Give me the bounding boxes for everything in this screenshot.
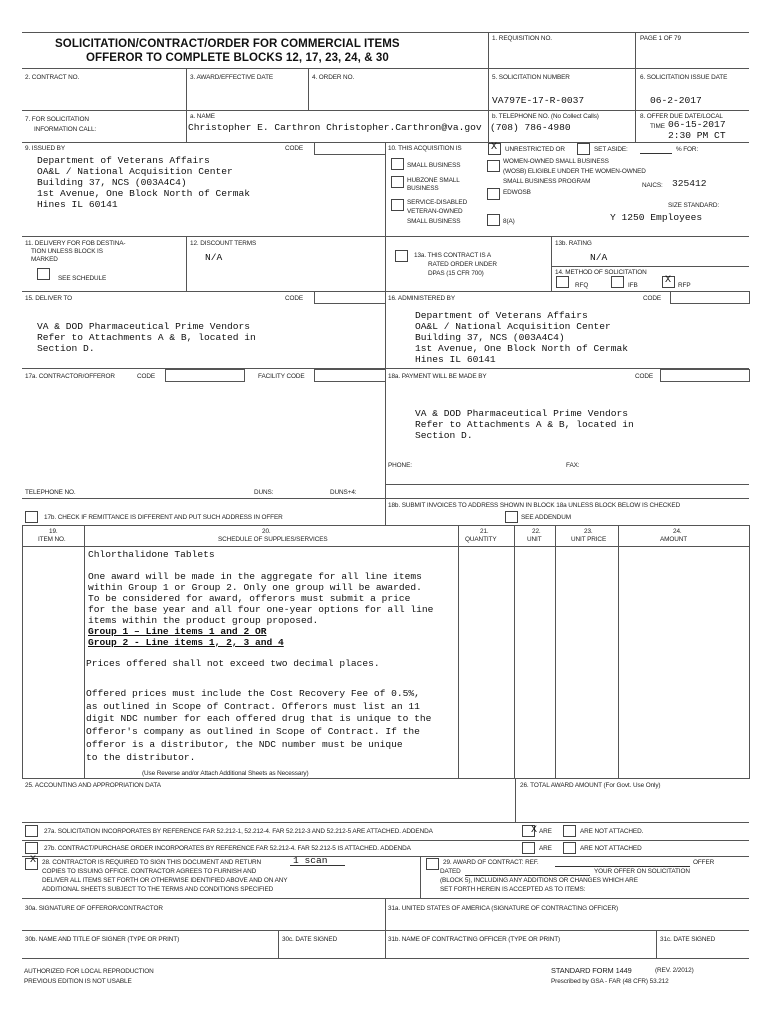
- cost-recovery-line: digit NDC number for each offered drug that is unique to the: [86, 713, 432, 724]
- footer-revision: (REV. 2/2012): [655, 967, 694, 974]
- sdvosb-label: SMALL BUSINESS: [407, 218, 461, 225]
- form-title-line2: OFFEROR TO COMPLETE BLOCKS 12, 17, 23, 24, & 30: [86, 52, 389, 64]
- deliver-to-line: Refer to Attachments A & B, located in: [37, 332, 256, 343]
- discount-terms-label: 12. DISCOUNT TERMS: [190, 240, 257, 247]
- edwosb-checkbox[interactable]: [487, 188, 500, 200]
- signature-officer-label: 31a. UNITED STATES OF AMERICA (SIGNATURE OF CONTRACTING OFFICER): [388, 905, 619, 912]
- cost-recovery-line: Offeror's company as outlined in Scope of Contract. If the: [86, 726, 420, 737]
- footer-previous: PREVIOUS EDITION IS NOT USABLE: [24, 978, 132, 985]
- col-schedule-num: 20.: [262, 528, 271, 535]
- group-2-line: Group 2 - Line items 1, 2, 3 and 4: [88, 637, 284, 648]
- size-standard-label: SIZE STANDARD:: [668, 202, 720, 209]
- hubzone-checkbox[interactable]: [391, 176, 404, 188]
- offer-due-time: 2:30 PM CT: [668, 130, 726, 141]
- footer-form-number: STANDARD FORM 1449: [551, 966, 632, 975]
- duns-label: DUNS:: [254, 489, 274, 496]
- 27b-are-not-checkbox[interactable]: [563, 842, 576, 854]
- contract-no-label: 2. CONTRACT NO.: [25, 74, 80, 81]
- signature-offeror-label: 30a. SIGNATURE OF OFFEROR/CONTRACTOR: [25, 905, 163, 912]
- order-no-label: 4. ORDER NO.: [312, 74, 355, 81]
- ifb-label: IFB: [628, 282, 638, 289]
- delivery-fob-label: TION UNLESS BLOCK IS: [31, 248, 103, 255]
- payment-line: Refer to Attachments A & B, located in: [415, 419, 634, 430]
- col-price-num: 23.: [584, 528, 593, 535]
- administered-by-label: 16. ADMINISTERED BY: [388, 295, 455, 302]
- address-line: OA&L / National Acquisition Center: [37, 166, 233, 177]
- deliver-to-code-box[interactable]: [314, 291, 386, 304]
- address-line: Department of Veterans Affairs: [37, 155, 210, 166]
- col-qty-label: QUANTITY: [465, 536, 497, 543]
- 27b-are-label: ARE: [539, 845, 552, 852]
- payment-line: Section D.: [415, 430, 473, 441]
- rfp-label: RFP: [678, 282, 691, 289]
- 27a-are-label: ARE: [539, 828, 552, 835]
- edwosb-label: EDWOSB: [503, 189, 531, 196]
- 8a-checkbox[interactable]: [487, 214, 500, 226]
- award-paragraph-line: for the base year and all four one-year options for all line: [88, 604, 434, 615]
- address-line: 1st Avenue, One Block North of Cermak: [37, 188, 251, 199]
- wosb-label: WOMEN-OWNED SMALL BUSINESS: [503, 158, 609, 165]
- deliver-to-label: 15. DELIVER TO: [25, 295, 73, 302]
- 27a-checkbox[interactable]: [25, 825, 38, 837]
- price-decimal-note: Prices offered shall not exceed two decimal places.: [86, 658, 380, 669]
- product-name: Chlorthalidone Tablets: [88, 549, 215, 560]
- 28-check-icon: X: [30, 855, 37, 866]
- hubzone-label: BUSINESS: [407, 185, 439, 192]
- col-schedule-label: SCHEDULE OF SUPPLIES/SERVICES: [218, 536, 328, 543]
- 27b-are-not-label: ARE NOT ATTACHED: [580, 845, 642, 852]
- administered-code-box[interactable]: [670, 291, 750, 304]
- rated-order-label: RATED ORDER UNDER: [428, 261, 497, 268]
- 28-label-line3: DELIVER ALL ITEMS SET FORTH OR OTHERWISE IDENTIFIED ABOVE AND ON ANY: [42, 877, 288, 884]
- total-award-label: 26. TOTAL AWARD AMOUNT (For Govt. Use Only): [520, 782, 661, 789]
- rated-order-checkbox[interactable]: [395, 250, 408, 262]
- rfq-label: RFQ: [575, 282, 589, 289]
- rfq-checkbox[interactable]: [556, 276, 569, 288]
- fax-label: FAX:: [566, 462, 580, 469]
- contact-name-label: a. NAME: [190, 113, 215, 120]
- page-label: PAGE 1 OF 79: [640, 35, 681, 42]
- cost-recovery-line: to the distributor.: [86, 752, 196, 763]
- rated-order-label: DPAS (15 CFR 700): [428, 270, 484, 277]
- award-paragraph-line: items within the product group proposed.: [88, 615, 319, 626]
- col-price-label: UNIT PRICE: [571, 536, 607, 543]
- reverse-note: (Use Reverse and/or Attach Additional Sheets as Necessary): [142, 770, 309, 777]
- 29-offer-label: OFFER: [693, 859, 715, 866]
- naics-code: 325412: [672, 178, 707, 189]
- wosb-label: SMALL BUSINESS PROGRAM: [503, 178, 591, 185]
- info-call-label-1: 7. FOR SOLICITATION: [25, 116, 89, 123]
- form-title-line1: SOLICITATION/CONTRACT/ORDER FOR COMMERCIAL ITEMS: [55, 38, 400, 50]
- delivery-fob-label: MARKED: [31, 256, 58, 263]
- contact-name: Christopher E. Carthron Christopher.Carthron@va.gov: [188, 122, 482, 133]
- solicitation-number-label: 5. SOLICITATION NUMBER: [492, 74, 570, 81]
- small-business-checkbox[interactable]: [391, 158, 404, 170]
- administered-line: 1st Avenue, One Block North of Cermak: [415, 343, 629, 354]
- administered-line: Hines IL 60141: [415, 354, 496, 365]
- set-aside-label: SET ASIDE:: [594, 146, 628, 153]
- remittance-label: 17b. CHECK IF REMITTANCE IS DIFFERENT AND PUT SUCH ADDRESS IN OFFER: [44, 514, 283, 521]
- cost-recovery-line: as outlined in Scope of Contract. Offerors must list an 11: [86, 701, 420, 712]
- award-paragraph-line: One award will be made in the aggregate for all line items: [88, 571, 422, 582]
- 29-label-line1: 29. AWARD OF CONTRACT: REF.: [443, 859, 539, 866]
- size-standard: Y 1250 Employees: [610, 212, 703, 223]
- hubzone-label: HUBZONE SMALL: [407, 177, 460, 184]
- contractor-code-label: CODE: [137, 373, 156, 380]
- accounting-label: 25. ACCOUNTING AND APPROPRIATION DATA: [25, 782, 161, 789]
- see-addendum-checkbox[interactable]: [505, 511, 518, 523]
- col-item-label: ITEM NO.: [38, 536, 66, 543]
- address-line: Hines IL 60141: [37, 199, 118, 210]
- unrestricted-check-icon: X: [491, 142, 498, 153]
- facility-code-box[interactable]: [314, 369, 386, 382]
- 29-checkbox[interactable]: [426, 858, 439, 870]
- footer-authorized: AUTHORIZED FOR LOCAL REPRODUCTION: [24, 968, 154, 975]
- offer-due-date: 06-15-2017: [668, 119, 726, 130]
- issued-by-code-label: CODE: [285, 145, 304, 152]
- telephone-label: b. TELEPHONE NO. (No Collect Calls): [492, 113, 599, 120]
- administered-line: Building 37, NCS (003A4C4): [415, 332, 565, 343]
- set-aside-checkbox[interactable]: [577, 143, 590, 155]
- wosb-label: (WOSB) ELIGIBLE UNDER THE WOMEN-OWNED: [503, 168, 646, 175]
- administered-line: Department of Veterans Affairs: [415, 310, 588, 321]
- officer-name-label: 31b. NAME OF CONTRACTING OFFICER (TYPE OR PRINT): [388, 936, 561, 943]
- 29-your-offer-label: YOUR OFFER ON SOLICITATION: [594, 868, 690, 875]
- issue-date-label: 6. SOLICITATION ISSUE DATE: [640, 74, 728, 81]
- sdvosb-checkbox[interactable]: [391, 199, 404, 211]
- rating-label: 13b. RATING: [555, 240, 592, 247]
- discount-terms: N/A: [205, 252, 223, 263]
- administered-line: OA&L / National Acquisition Center: [415, 321, 611, 332]
- rating: N/A: [590, 252, 608, 263]
- 27a-label: 27a. SOLICITATION INCORPORATES BY REFERENCE FAR 52.212-1, 52.212-4. FAR 52.212-3 AND 52.212-5 ARE ATTACHED. ADDENDA: [44, 828, 433, 835]
- 27a-are-not-label: ARE NOT ATTACHED.: [580, 828, 644, 835]
- requisition-label: 1. REQUISITION NO.: [492, 35, 552, 42]
- telephone-no-label: TELEPHONE NO.: [25, 489, 76, 496]
- 27a-check-icon: X: [531, 825, 538, 836]
- signer-date-label: 30c. DATE SIGNED: [282, 936, 338, 943]
- footer-prescribed: Prescribed by GSA - FAR (48 CFR) 53.212: [551, 978, 669, 985]
- telephone: (708) 786-4980: [490, 122, 571, 133]
- issued-by-code-box[interactable]: [314, 142, 386, 155]
- deliver-to-line: Section D.: [37, 343, 95, 354]
- col-unit-num: 22.: [532, 528, 541, 535]
- administered-code-label: CODE: [643, 295, 662, 302]
- 8a-label: 8(A): [503, 218, 515, 225]
- col-qty-num: 21.: [480, 528, 489, 535]
- col-amount-label: AMOUNT: [660, 536, 688, 543]
- 29-label-line4: SET FORTH HEREIN IS ACCEPTED AS TO ITEMS:: [440, 886, 586, 893]
- rated-order-label: 13a. THIS CONTRACT IS A: [414, 252, 492, 259]
- facility-code-label: FACILITY CODE: [258, 373, 305, 380]
- payment-code-box[interactable]: [660, 369, 750, 382]
- 27b-label: 27b. CONTRACT/PURCHASE ORDER INCORPORATES BY REFERENCE FAR 52.212-4. FAR 52.212-5 IS ATTACHED. ADDENDA: [44, 845, 411, 852]
- solicitation-number: VA797E-17-R-0037: [492, 95, 585, 106]
- 28-copies: 1 scan: [293, 855, 328, 866]
- address-line: Building 37, NCS (003A4C4): [37, 177, 187, 188]
- remittance-checkbox[interactable]: [25, 511, 38, 523]
- small-business-label: SMALL BUSINESS: [407, 162, 461, 169]
- award-date-label: 3. AWARD/EFFECTIVE DATE: [190, 74, 274, 81]
- method-label: 14. METHOD OF SOLICITATION: [555, 269, 647, 276]
- 28-label-line4: ADDITIONAL SHEETS SUBJECT TO THE TERMS AND CONDITIONS SPECIFIED: [42, 886, 274, 893]
- wosb-checkbox[interactable]: [487, 160, 500, 172]
- cost-recovery-line: offeror is a distributor, the NDC number must be unique: [86, 739, 403, 750]
- col-amount-num: 24.: [673, 528, 682, 535]
- sdvosb-label: SERVICE-DISABLED: [407, 199, 468, 206]
- 27b-are-checkbox[interactable]: [522, 842, 535, 854]
- 28-label-line2: COPIES TO ISSUING OFFICE. CONTRACTOR AGREES TO FURNISH AND: [42, 868, 257, 875]
- rfp-check-icon: X: [665, 275, 672, 286]
- officer-date-label: 31c. DATE SIGNED: [660, 936, 716, 943]
- issue-date: 06-2-2017: [650, 95, 702, 106]
- naics-label: NAICS:: [642, 182, 663, 189]
- signer-name-label: 30b. NAME AND TITLE OF SIGNER (TYPE OR PRINT): [25, 936, 180, 943]
- see-schedule-checkbox[interactable]: [37, 268, 50, 280]
- ifb-checkbox[interactable]: [611, 276, 624, 288]
- col-item-num: 19.: [49, 528, 58, 535]
- 29-label-line3: (BLOCK 5), INCLUDING ANY ADDITIONS OR CHANGES WHICH ARE: [440, 877, 638, 884]
- 29-dated-label: DATED: [440, 868, 461, 875]
- 27b-checkbox[interactable]: [25, 842, 38, 854]
- phone-label: PHONE:: [388, 462, 412, 469]
- payment-code-label: CODE: [635, 373, 654, 380]
- see-addendum-label: SEE ADDENDUM: [521, 514, 571, 521]
- contractor-label: 17a. CONTRACTOR/OFFEROR: [25, 373, 115, 380]
- unrestricted-label: UNRESTRICTED OR: [505, 146, 565, 153]
- contractor-code-box[interactable]: [165, 369, 245, 382]
- col-unit-label: UNIT: [527, 536, 542, 543]
- issued-by-label: 9. ISSUED BY: [25, 145, 65, 152]
- group-1-line: Group 1 – Line items 1 and 2 OR: [88, 626, 267, 637]
- award-paragraph-line: within Group 1 or Group 2. Only one group will be awarded.: [88, 582, 422, 593]
- acquisition-label: 10. THIS ACQUISITION IS: [388, 145, 462, 152]
- sdvosb-label: VETERAN-OWNED: [407, 208, 463, 215]
- deliver-to-line: VA & DOD Pharmaceutical Prime Vendors: [37, 321, 251, 332]
- cost-recovery-line: Offered prices must include the Cost Recovery Fee of 0.5%,: [86, 688, 420, 699]
- 28-label-line1: 28. CONTRACTOR IS REQUIRED TO SIGN THIS DOCUMENT AND RETURN: [42, 859, 261, 866]
- 27a-are-not-checkbox[interactable]: [563, 825, 576, 837]
- submit-invoices-label: 18b. SUBMIT INVOICES TO ADDRESS SHOWN IN BLOCK 18a UNLESS BLOCK BELOW IS CHECKED: [388, 502, 681, 509]
- duns4-label: DUNS+4:: [330, 489, 357, 496]
- see-schedule-label: SEE SCHEDULE: [58, 275, 107, 282]
- award-paragraph-line: To be considered for award, offerors must submit a price: [88, 593, 411, 604]
- deliver-to-code-label: CODE: [285, 295, 304, 302]
- payment-line: VA & DOD Pharmaceutical Prime Vendors: [415, 408, 629, 419]
- offer-due-label: 8. OFFER DUE DATE/LOCAL: [640, 113, 723, 120]
- info-call-label-2: INFORMATION CALL:: [34, 126, 97, 133]
- pct-for-label: % FOR:: [676, 146, 699, 153]
- payment-label: 18a. PAYMENT WILL BE MADE BY: [388, 373, 487, 380]
- time-label: TIME: [650, 123, 665, 130]
- delivery-fob-label: 11. DELIVERY FOR FOB DESTINA-: [25, 240, 126, 247]
